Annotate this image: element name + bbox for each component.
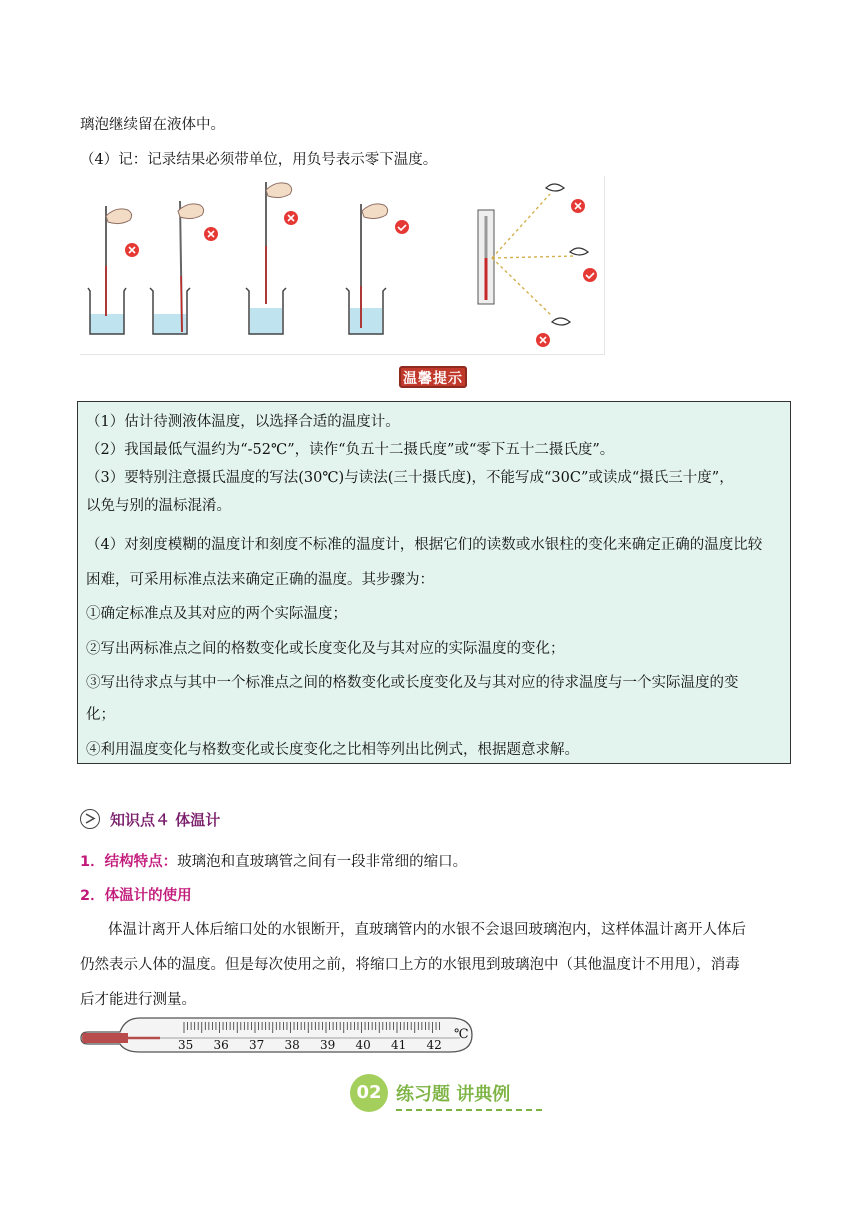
play-arrow-icon (80, 809, 100, 829)
unit-label: ℃ (454, 1027, 469, 1042)
tip-line: ②写出两标准点之间的格数变化或长度变化及与其对应的实际温度的变化； (86, 641, 565, 657)
text-line: （4）记：记录结果必须带单位，用负号表示零下温度。 (80, 152, 438, 168)
tip-line: ③写出待求点与其中一个标准点之间的格数变化或长度变化及与其对应的待求温度与一个实际温度的变 (86, 675, 739, 691)
check-icon (395, 220, 409, 234)
tick-label: 41 (391, 1038, 407, 1052)
section-underline (396, 1109, 542, 1111)
item-text: 玻璃泡和直玻璃管之间有一段非常细的缩口。 (177, 854, 468, 870)
tip-badge: 温馨提示 (399, 366, 467, 388)
tip-line: ①确定标准点及其对应的两个实际温度； (86, 606, 347, 622)
text-line: 璃泡继续留在液体中。 (80, 117, 225, 133)
item-usage (80, 884, 192, 905)
beaker-3 (246, 182, 298, 334)
tick-label: 36 (213, 1038, 229, 1052)
item-label: 1．结构特点： (80, 854, 178, 870)
paragraph-line: 体温计离开人体后缩口处的水银断开，直玻璃管内的水银不会退回玻璃泡内，这样体温计离开人体后 (108, 922, 746, 938)
eye-icon (552, 318, 570, 325)
section-heading (350, 1074, 550, 1114)
thermometer-usage-illustration (80, 176, 604, 354)
thermometer-usage-figure (80, 176, 605, 355)
clinical-thermometer (80, 1014, 476, 1056)
beaker-1 (88, 206, 139, 334)
section-title: 练习题 讲典例 (396, 1084, 511, 1105)
section-number: 02 (350, 1074, 388, 1112)
tip-line: ④利用温度变化与格数变化或长度变化之比相等列出比例式，根据题意求解。 (86, 742, 579, 758)
tick-label: 38 (284, 1038, 300, 1052)
tip-box (77, 401, 791, 764)
reading-angle-diagram (478, 184, 597, 347)
tick-label: 42 (426, 1038, 442, 1052)
check-icon (583, 268, 597, 282)
beaker-4 (346, 204, 409, 334)
tick-label: 39 (320, 1038, 336, 1052)
tip-line: 以免与别的温标混淆。 (86, 498, 231, 514)
tip-line: 困难，可采用标准点法来确定正确的温度。其步骤为： (86, 572, 434, 588)
paragraph-line: 仍然表示人体的温度。但是每次使用之前，将缩口上方的水银甩到玻璃泡中（其他温度计不用甩），消毒 (80, 957, 740, 973)
tip-line: 化； (86, 707, 115, 723)
tip-line: （2）我国最低气温约为“-52℃”，读作“负五十二摄氏度”或“零下五十二摄氏度”。 (86, 442, 615, 458)
tick-label: 40 (355, 1038, 371, 1052)
tick-label: 35 (178, 1038, 194, 1052)
paragraph-line: 后才能进行测量。 (80, 992, 196, 1008)
beaker-2 (150, 201, 218, 334)
tip-line: （1）估计待测液体温度，以选择合适的温度计。 (86, 414, 400, 430)
eye-icon (570, 248, 588, 255)
tick-label: 37 (249, 1038, 265, 1052)
item-label: 2．体温计的使用 (80, 888, 192, 904)
tip-line: （3）要特别注意摄氏温度的写法(30℃)与读法(三十摄氏度)，不能写成“30C”或读成“摄氏三十度”， (86, 470, 734, 486)
item-structure (80, 850, 467, 871)
knowledge-point-title: 知识点４ 体温计 (110, 811, 221, 829)
tip-line: （4）对刻度模糊的温度计和刻度不标准的温度计，根据它们的读数或水银柱的变化来确定正确的温度比较 (86, 537, 763, 553)
eye-icon (546, 184, 564, 191)
